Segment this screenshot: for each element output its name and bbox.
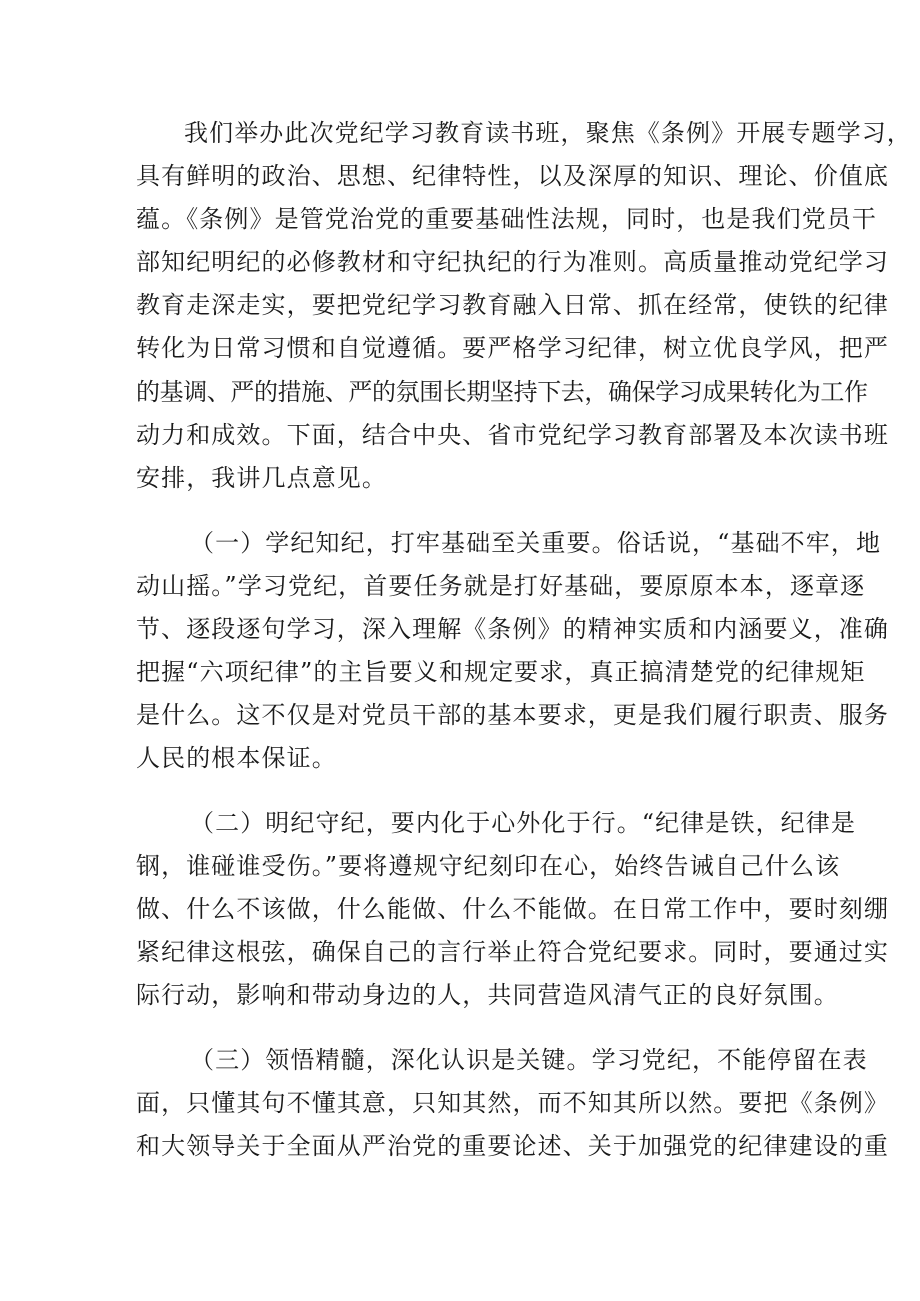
paragraph-4-line-3: 和大领导关于全面从严治党的重要论述、关于加强党的纪律建设的重 <box>136 1132 889 1160</box>
paragraph-1-line-6: 转化为日常习惯和自觉遵循。要严格学习纪律，树立优良学风，把严 <box>136 334 889 362</box>
paragraph-4-line-2: 面，只懂其句不懂其意，只知其然，而不知其所以然。要把《条例》 <box>136 1089 889 1117</box>
paragraph-1-line-2: 具有鲜明的政治、思想、纪律特性，以及深厚的知识、理论、价值底 <box>136 162 889 190</box>
paragraph-1-line-1: 我们举办此次党纪学习教育读书班，聚焦《条例》开展专题学习， <box>184 119 912 147</box>
paragraph-3-line-1: （二）明纪守纪，要内化于心外化于行。“纪律是铁，纪律是 <box>190 809 856 837</box>
paragraph-4-line-1: （三）领悟精髓，深化认识是关键。学习党纪，不能停留在表 <box>190 1046 868 1074</box>
paragraph-1-line-4: 部知纪明纪的必修教材和守纪执纪的行为准则。高质量推动党纪学习 <box>136 248 889 276</box>
paragraph-3-line-2: 钢，谁碰谁受伤。”要将遵规守纪刻印在心，始终告诫自己什么该 <box>136 852 841 880</box>
paragraph-1-line-8: 动力和成效。下面，结合中央、省市党纪学习教育部署及本次读书班 <box>136 421 889 449</box>
paragraph-2-line-4: 把握“六项纪律”的主旨要义和规定要求，真正搞清楚党的纪律规矩 <box>136 658 866 686</box>
paragraph-2-line-5: 是什么。这不仅是对党员干部的基本要求，更是我们履行职责、服务 <box>136 701 889 729</box>
paragraph-1-line-3: 蕴。《条例》是管党治党的重要基础性法规，同时，也是我们党员干 <box>136 205 877 233</box>
paragraph-1-line-9: 安排，我讲几点意见。 <box>136 464 387 492</box>
paragraph-2-line-1: （一）学纪知纪，打牢基础至关重要。俗话说，“基础不牢，地 <box>190 529 882 557</box>
paragraph-2-line-2: 动山摇。”学习党纪，首要任务就是打好基础，要原原本本，逐章逐 <box>136 572 866 600</box>
paragraph-3-line-3: 做、什么不该做，什么能做、什么不能做。在日常工作中，要时刻绷 <box>136 895 889 923</box>
paragraph-1-line-5: 教育走深走实，要把党纪学习教育融入日常、抓在经常，使铁的纪律 <box>136 291 889 319</box>
paragraph-2-line-6: 人民的根本保证。 <box>136 744 337 772</box>
paragraph-2-line-3: 节、逐段逐句学习，深入理解《条例》的精神实质和内涵要义，准确 <box>136 615 889 643</box>
paragraph-1-line-7: 的基调、严的措施、严的氛围长期坚持下去，确保学习成果转化为工作 <box>136 378 868 406</box>
paragraph-3-line-4: 紧纪律这根弦，确保自己的言行举止符合党纪要求。同时，要通过实 <box>136 938 889 966</box>
paragraph-3-line-5: 际行动，影响和带动身边的人，共同营造风清气正的良好氛围。 <box>136 981 839 1009</box>
